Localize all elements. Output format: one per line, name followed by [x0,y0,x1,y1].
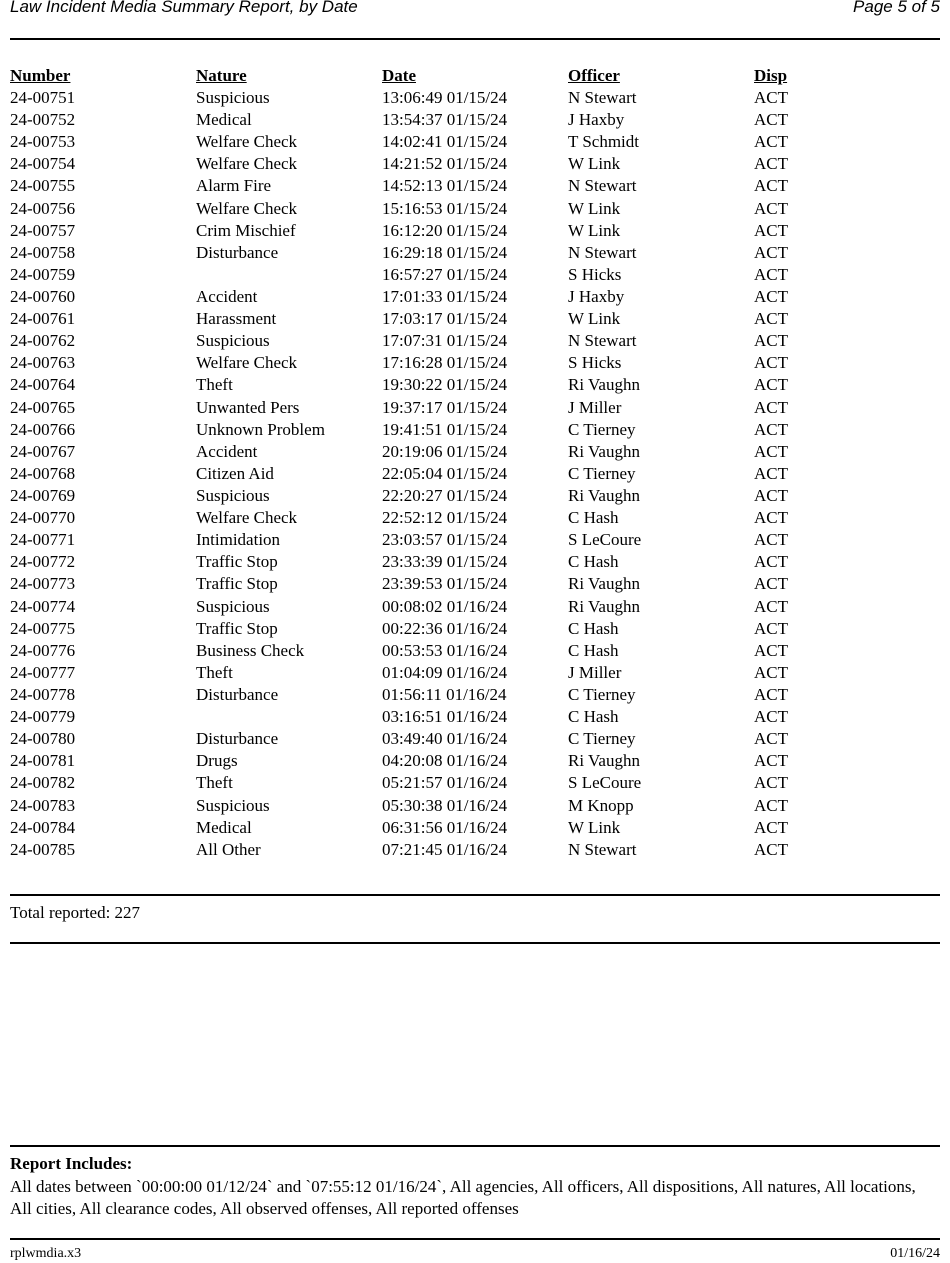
cell-date: 16:12:20 01/15/24 [382,220,508,240]
cell-date: 14:52:13 01/15/24 [382,176,508,196]
cell-number: 24-00774 [10,596,76,616]
table-row [10,618,940,640]
total-bottom-divider [10,942,940,944]
cell-disp: ACT [754,662,788,682]
table-row [10,264,940,286]
cell-nature: Unwanted Pers [196,397,300,417]
cell-disp: ACT [754,552,788,572]
table-row [10,684,940,706]
cell-number: 24-00752 [10,110,76,130]
cell-officer: W Link [568,154,621,174]
cell-nature: Theft [196,662,233,682]
table-row [10,706,940,728]
cell-number: 24-00771 [10,530,76,550]
cell-officer: M Knopp [568,795,634,815]
table-row [10,198,940,220]
cell-disp: ACT [754,110,788,130]
cell-disp: ACT [754,154,788,174]
report-includes-text: All dates between `00:00:00 01/12/24` and `07:55:12 01/16/24`, All agencies, All officers, All dispositions, All natures, All locations, All cities, All clearance codes, All observed offenses, All reported offenses [10,1177,916,1218]
cell-disp: ACT [754,309,788,329]
table-row [10,153,940,175]
table-row [10,463,940,485]
header-divider [10,38,940,40]
cell-nature: Suspicious [196,88,270,107]
cell-date: 23:39:53 01/15/24 [382,574,508,594]
cell-date: 23:33:39 01/15/24 [382,552,508,572]
cell-disp: ACT [754,640,788,660]
cell-date: 19:41:51 01/15/24 [382,419,508,439]
cell-number: 24-00759 [10,264,76,284]
cell-date: 19:37:17 01/15/24 [382,397,508,417]
cell-number: 24-00783 [10,795,76,815]
table-row [10,750,940,772]
cell-date: 17:03:17 01/15/24 [382,309,508,329]
cell-date: 00:53:53 01/16/24 [382,640,508,660]
table-row [10,640,940,662]
table-row [10,817,940,839]
cell-nature: All Other [196,839,261,859]
cell-nature: Disturbance [196,729,279,749]
cell-number: 24-00763 [10,353,76,373]
cell-number: 24-00777 [10,662,76,682]
cell-date: 20:19:06 01/15/24 [382,441,508,461]
total-reported: Total reported: 227 [10,903,141,922]
cell-officer: Ri Vaughn [568,485,640,505]
cell-officer: C Hash [568,707,619,727]
cell-number: 24-00784 [10,817,76,837]
cell-date: 00:08:02 01/16/24 [382,596,508,616]
cell-number: 24-00775 [10,618,76,638]
cell-disp: ACT [754,397,788,417]
cell-disp: ACT [754,441,788,461]
cell-disp: ACT [754,286,788,306]
cell-number: 24-00769 [10,485,76,505]
cell-nature: Citizen Aid [196,463,274,483]
table-row [10,242,940,264]
cell-date: 14:02:41 01/15/24 [382,132,508,152]
cell-number: 24-00762 [10,331,76,351]
cell-nature: Welfare Check [196,508,298,528]
cell-officer: S Hicks [568,353,622,373]
table-row [10,109,940,131]
total-top-divider [10,894,940,896]
cell-officer: S LeCoure [568,773,642,793]
cell-date: 04:20:08 01/16/24 [382,751,508,771]
cell-officer: C Hash [568,508,619,528]
cell-number: 24-00764 [10,375,76,395]
cell-date: 17:16:28 01/15/24 [382,353,508,373]
cell-number: 24-00755 [10,176,76,196]
report-includes-title: Report Includes: [10,1154,133,1173]
cell-date: 06:31:56 01/16/24 [382,817,508,837]
table-row [10,131,940,153]
cell-number: 24-00781 [10,751,76,771]
report-code: rplwmdia.x3 [10,1246,82,1261]
table-row [10,728,940,750]
col-header-nature: Nature [196,66,247,85]
table-row [10,529,940,551]
cell-nature: Unknown Problem [196,419,325,439]
cell-disp: ACT [754,530,788,550]
cell-nature: Suspicious [196,485,270,505]
cell-nature: Business Check [196,640,305,660]
page-number: Page 5 of 5 [853,0,940,16]
cell-date: 17:07:31 01/15/24 [382,331,508,351]
cell-nature: Disturbance [196,242,279,262]
cell-nature: Traffic Stop [196,618,278,638]
cell-officer: T Schmidt [568,132,639,152]
cell-date: 22:20:27 01/15/24 [382,485,508,505]
cell-number: 24-00761 [10,309,76,329]
cell-disp: ACT [754,375,788,395]
cell-date: 16:57:27 01/15/24 [382,264,508,284]
cell-date: 03:16:51 01/16/24 [382,707,508,727]
cell-date: 01:56:11 01/16/24 [382,684,507,704]
cell-number: 24-00776 [10,640,76,660]
cell-officer: N Stewart [568,839,637,859]
cell-number: 24-00760 [10,286,76,306]
table-row [10,795,940,817]
cell-officer: C Hash [568,618,619,638]
table-row [10,374,940,396]
cell-officer: C Hash [568,640,619,660]
cell-disp: ACT [754,485,788,505]
cell-officer: C Tierney [568,684,636,704]
cell-disp: ACT [754,839,788,859]
cell-number: 24-00756 [10,198,76,218]
cell-number: 24-00767 [10,441,76,461]
cell-nature: Accident [196,286,258,306]
incident-table-body [10,87,940,861]
cell-number: 24-00780 [10,729,76,749]
table-row [10,352,940,374]
table-row [10,87,940,109]
cell-officer: J Haxby [568,110,625,130]
table-row [10,308,940,330]
cell-disp: ACT [754,88,788,107]
cell-officer: N Stewart [568,176,637,196]
cell-disp: ACT [754,618,788,638]
cell-officer: S Hicks [568,264,622,284]
cell-officer: N Stewart [568,331,637,351]
cell-date: 05:21:57 01/16/24 [382,773,508,793]
cell-officer: W Link [568,220,621,240]
cell-nature: Suspicious [196,596,270,616]
cell-disp: ACT [754,463,788,483]
cell-disp: ACT [754,729,788,749]
cell-nature: Welfare Check [196,154,298,174]
cell-nature: Alarm Fire [196,176,272,196]
cell-nature: Traffic Stop [196,552,278,572]
cell-officer: S LeCoure [568,530,642,550]
cell-number: 24-00782 [10,773,76,793]
cell-date: 16:29:18 01/15/24 [382,242,508,262]
includes-divider [10,1145,940,1147]
cell-officer: N Stewart [568,88,637,107]
report-title: Law Incident Media Summary Report, by Date [10,0,358,16]
table-row [10,839,940,861]
cell-disp: ACT [754,574,788,594]
cell-number: 24-00757 [10,220,76,240]
print-date: 01/16/24 [890,1246,940,1261]
cell-officer: Ri Vaughn [568,596,640,616]
cell-number: 24-00785 [10,839,76,859]
cell-date: 00:22:36 01/16/24 [382,618,508,638]
cell-nature: Medical [196,817,252,837]
footer-divider [10,1238,940,1240]
cell-nature: Medical [196,110,252,130]
cell-number: 24-00751 [10,88,76,107]
cell-date: 22:52:12 01/15/24 [382,508,508,528]
cell-date: 22:05:04 01/15/24 [382,463,508,483]
cell-nature: Crim Mischief [196,220,296,240]
col-header-number: Number [10,66,71,85]
cell-disp: ACT [754,132,788,152]
cell-officer: J Miller [568,662,622,682]
cell-disp: ACT [754,242,788,262]
cell-date: 17:01:33 01/15/24 [382,286,508,306]
cell-number: 24-00773 [10,574,76,594]
col-header-disp: Disp [754,66,788,85]
cell-nature: Suspicious [196,331,270,351]
cell-officer: J Haxby [568,286,625,306]
table-row [10,286,940,308]
cell-officer: C Tierney [568,419,636,439]
cell-nature: Welfare Check [196,353,298,373]
cell-nature: Harassment [196,309,277,329]
cell-officer: C Tierney [568,729,636,749]
cell-date: 03:49:40 01/16/24 [382,729,508,749]
cell-officer: W Link [568,309,621,329]
cell-officer: C Tierney [568,463,636,483]
cell-nature: Theft [196,773,233,793]
cell-officer: N Stewart [568,242,637,262]
table-row [10,220,940,242]
cell-nature: Traffic Stop [196,574,278,594]
table-row [10,596,940,618]
cell-disp: ACT [754,176,788,196]
cell-nature: Intimidation [196,530,281,550]
table-row [10,330,940,352]
cell-disp: ACT [754,751,788,771]
cell-disp: ACT [754,817,788,837]
cell-nature: Suspicious [196,795,270,815]
col-header-date: Date [382,66,416,85]
cell-nature: Welfare Check [196,198,298,218]
cell-disp: ACT [754,795,788,815]
cell-disp: ACT [754,684,788,704]
cell-date: 19:30:22 01/15/24 [382,375,508,395]
cell-number: 24-00754 [10,154,76,174]
cell-number: 24-00758 [10,242,76,262]
cell-number: 24-00765 [10,397,76,417]
cell-number: 24-00768 [10,463,76,483]
cell-date: 13:06:49 01/15/24 [382,88,508,107]
table-row [10,397,940,419]
cell-officer: J Miller [568,397,622,417]
table-row [10,441,940,463]
cell-disp: ACT [754,508,788,528]
cell-officer: Ri Vaughn [568,751,640,771]
table-row [10,485,940,507]
cell-number: 24-00779 [10,707,76,727]
cell-nature: Theft [196,375,233,395]
cell-officer: Ri Vaughn [568,375,640,395]
col-header-officer: Officer [568,66,620,85]
cell-disp: ACT [754,220,788,240]
cell-date: 01:04:09 01/16/24 [382,662,508,682]
cell-disp: ACT [754,596,788,616]
cell-officer: C Hash [568,552,619,572]
table-row [10,507,940,529]
cell-disp: ACT [754,331,788,351]
table-row [10,573,940,595]
cell-number: 24-00770 [10,508,76,528]
cell-date: 14:21:52 01/15/24 [382,154,508,174]
cell-number: 24-00753 [10,132,76,152]
cell-nature: Welfare Check [196,132,298,152]
table-row [10,772,940,794]
cell-disp: ACT [754,198,788,218]
cell-number: 24-00766 [10,419,76,439]
table-row [10,662,940,684]
cell-disp: ACT [754,264,788,284]
cell-officer: Ri Vaughn [568,441,640,461]
table-row [10,551,940,573]
cell-officer: W Link [568,817,621,837]
cell-nature: Accident [196,441,258,461]
cell-officer: W Link [568,198,621,218]
cell-date: 15:16:53 01/15/24 [382,198,508,218]
cell-disp: ACT [754,353,788,373]
cell-number: 24-00778 [10,684,76,704]
cell-nature: Drugs [196,751,238,771]
cell-disp: ACT [754,419,788,439]
cell-nature: Disturbance [196,684,279,704]
table-row [10,175,940,197]
cell-number: 24-00772 [10,552,76,572]
cell-date: 13:54:37 01/15/24 [382,110,508,130]
table-row [10,419,940,441]
cell-officer: Ri Vaughn [568,574,640,594]
cell-disp: ACT [754,773,788,793]
cell-date: 07:21:45 01/16/24 [382,839,508,859]
cell-disp: ACT [754,707,788,727]
cell-date: 05:30:38 01/16/24 [382,795,508,815]
cell-date: 23:03:57 01/15/24 [382,530,508,550]
